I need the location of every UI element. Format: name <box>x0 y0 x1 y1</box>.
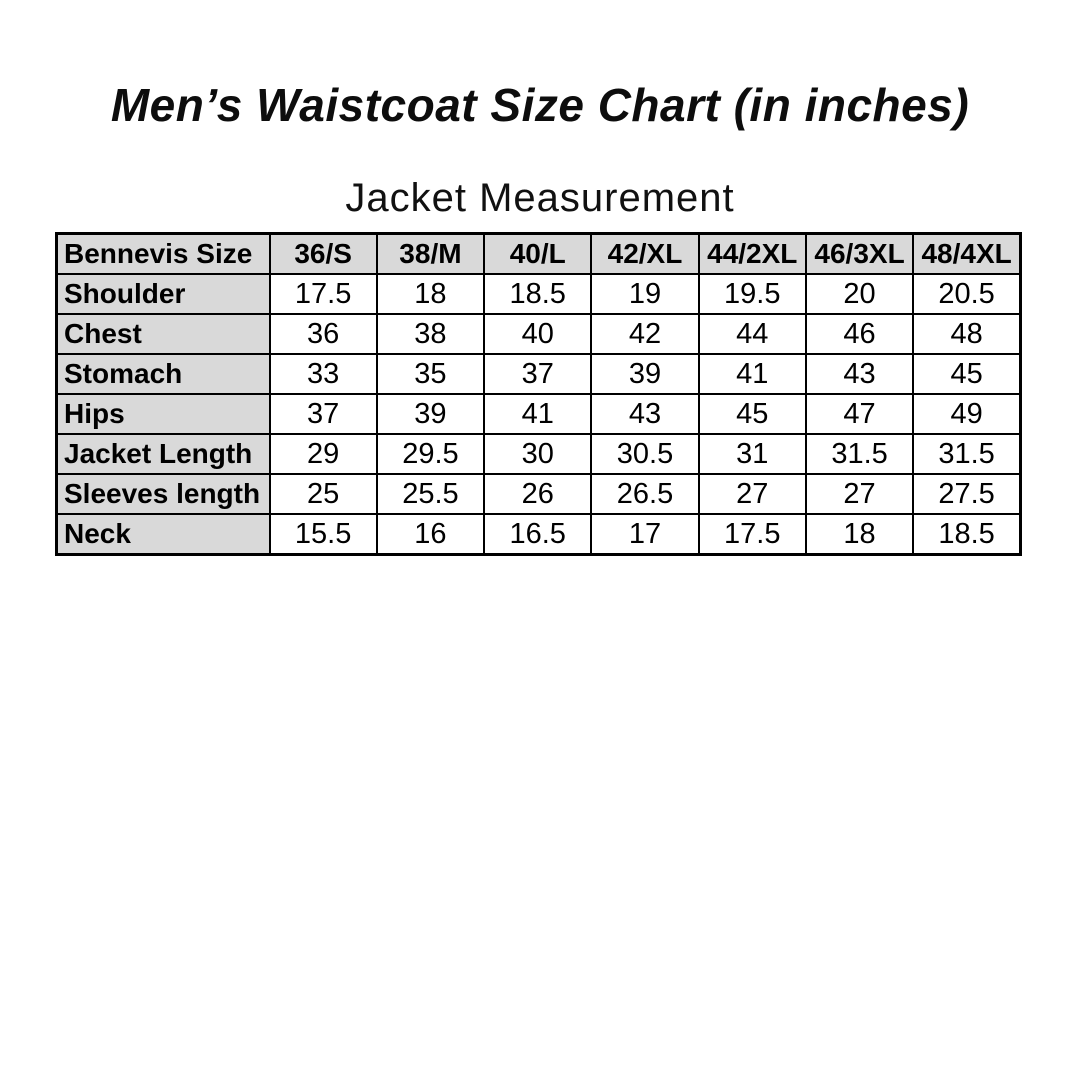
measurement-cell: 27 <box>699 474 806 514</box>
size-table <box>55 232 1022 556</box>
table-row <box>57 434 1021 474</box>
measurement-cell: 25.5 <box>377 474 484 514</box>
measurement-cell: 26.5 <box>591 474 698 514</box>
header-cell-size: 48/4XL <box>913 234 1020 275</box>
measurement-cell: 37 <box>270 394 377 434</box>
measurement-cell: 20 <box>806 274 913 314</box>
row-label: Stomach <box>57 354 270 394</box>
measurement-cell: 33 <box>270 354 377 394</box>
measurement-cell: 38 <box>377 314 484 354</box>
size-table-head <box>57 234 1021 275</box>
row-label: Hips <box>57 394 270 434</box>
measurement-cell: 18 <box>377 274 484 314</box>
measurement-cell: 43 <box>806 354 913 394</box>
measurement-cell: 39 <box>377 394 484 434</box>
measurement-cell: 29 <box>270 434 377 474</box>
measurement-cell: 43 <box>591 394 698 434</box>
measurement-cell: 15.5 <box>270 514 377 555</box>
measurement-cell: 46 <box>806 314 913 354</box>
measurement-cell: 49 <box>913 394 1020 434</box>
measurement-cell: 44 <box>699 314 806 354</box>
measurement-cell: 30 <box>484 434 591 474</box>
measurement-cell: 17.5 <box>270 274 377 314</box>
row-label: Chest <box>57 314 270 354</box>
header-cell-size: 38/M <box>377 234 484 275</box>
measurement-cell: 31 <box>699 434 806 474</box>
table-row <box>57 394 1021 434</box>
measurement-cell: 18.5 <box>913 514 1020 555</box>
measurement-cell: 41 <box>699 354 806 394</box>
measurement-cell: 31.5 <box>806 434 913 474</box>
measurement-cell: 45 <box>699 394 806 434</box>
row-label: Neck <box>57 514 270 555</box>
table-row <box>57 274 1021 314</box>
measurement-cell: 36 <box>270 314 377 354</box>
header-cell-size: 40/L <box>484 234 591 275</box>
measurement-cell: 25 <box>270 474 377 514</box>
row-label: Sleeves length <box>57 474 270 514</box>
measurement-cell: 20.5 <box>913 274 1020 314</box>
measurement-cell: 18 <box>806 514 913 555</box>
measurement-cell: 35 <box>377 354 484 394</box>
header-cell-size: 36/S <box>270 234 377 275</box>
measurement-cell: 48 <box>913 314 1020 354</box>
size-table-header-row <box>57 234 1021 275</box>
measurement-cell: 17.5 <box>699 514 806 555</box>
table-subtitle: Jacket Measurement <box>345 176 735 220</box>
measurement-cell: 40 <box>484 314 591 354</box>
measurement-cell: 27 <box>806 474 913 514</box>
measurement-cell: 31.5 <box>913 434 1020 474</box>
measurement-cell: 42 <box>591 314 698 354</box>
measurement-cell: 19.5 <box>699 274 806 314</box>
row-label: Shoulder <box>57 274 270 314</box>
measurement-cell: 26 <box>484 474 591 514</box>
table-row <box>57 514 1021 555</box>
measurement-cell: 27.5 <box>913 474 1020 514</box>
measurement-cell: 30.5 <box>591 434 698 474</box>
header-cell-corner: Bennevis Size <box>57 234 270 275</box>
measurement-cell: 17 <box>591 514 698 555</box>
header-cell-size: 44/2XL <box>699 234 806 275</box>
measurement-cell: 41 <box>484 394 591 434</box>
measurement-cell: 16.5 <box>484 514 591 555</box>
header-cell-size: 42/XL <box>591 234 698 275</box>
page-title: Men’s Waistcoat Size Chart (in inches) <box>110 79 970 131</box>
measurement-cell: 19 <box>591 274 698 314</box>
header-cell-size: 46/3XL <box>806 234 913 275</box>
row-label: Jacket Length <box>57 434 270 474</box>
measurement-cell: 16 <box>377 514 484 555</box>
measurement-cell: 39 <box>591 354 698 394</box>
table-row <box>57 474 1021 514</box>
table-row <box>57 354 1021 394</box>
measurement-cell: 47 <box>806 394 913 434</box>
size-table-body <box>57 274 1021 555</box>
measurement-cell: 45 <box>913 354 1020 394</box>
measurement-cell: 37 <box>484 354 591 394</box>
measurement-cell: 29.5 <box>377 434 484 474</box>
table-row <box>57 314 1021 354</box>
measurement-cell: 18.5 <box>484 274 591 314</box>
